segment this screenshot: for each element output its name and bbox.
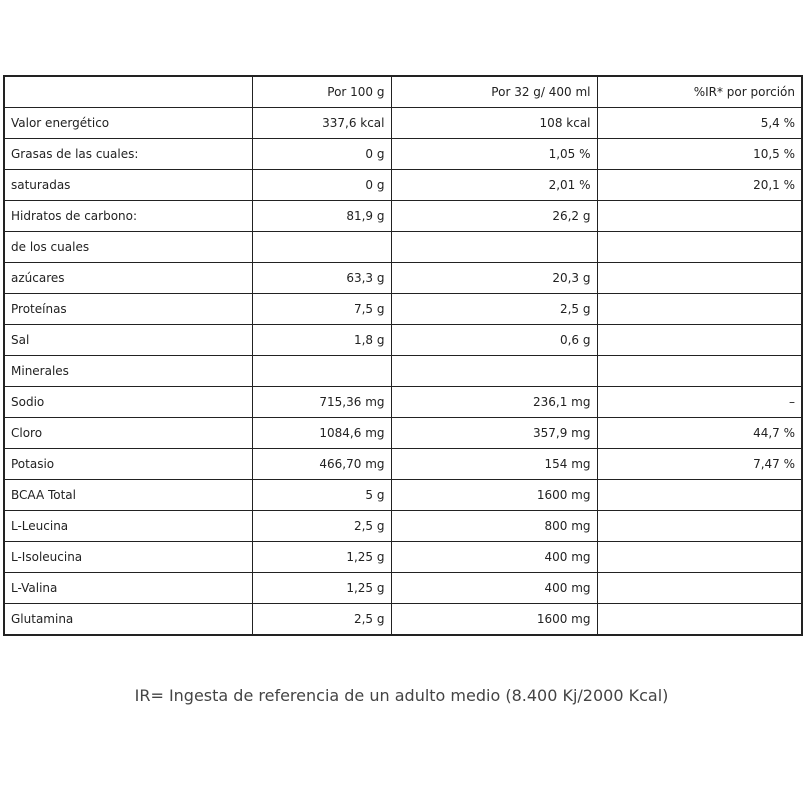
- per-100g-cell: 2,5 g: [252, 511, 391, 542]
- ir-percent-cell: [597, 294, 802, 325]
- nutrient-name-cell: Minerales: [4, 356, 252, 387]
- per-100g-cell: 2,5 g: [252, 604, 391, 636]
- table-row: [4, 449, 802, 480]
- per-portion-cell: 1600 mg: [391, 480, 597, 511]
- ir-percent-cell: 44,7 %: [597, 418, 802, 449]
- ir-percent-cell: 20,1 %: [597, 170, 802, 201]
- table-row: [4, 542, 802, 573]
- nutrient-name-cell: azúcares: [4, 263, 252, 294]
- per-portion-cell: 400 mg: [391, 542, 597, 573]
- per-100g-cell: 715,36 mg: [252, 387, 391, 418]
- per-100g-cell: 1,8 g: [252, 325, 391, 356]
- per-100g-cell: 63,3 g: [252, 263, 391, 294]
- ir-percent-cell: [597, 201, 802, 232]
- table-row: [4, 201, 802, 232]
- per-100g-cell: 1,25 g: [252, 573, 391, 604]
- table-row: [4, 170, 802, 201]
- table-row: [4, 108, 802, 139]
- table-row: [4, 480, 802, 511]
- per-portion-cell: 1600 mg: [391, 604, 597, 636]
- per-portion-cell: 2,01 %: [391, 170, 597, 201]
- per-100g-cell: 7,5 g: [252, 294, 391, 325]
- nutrient-name-cell: BCAA Total: [4, 480, 252, 511]
- table-row: [4, 604, 802, 636]
- ir-percent-cell: [597, 604, 802, 636]
- nutrient-name-cell: saturadas: [4, 170, 252, 201]
- per-portion-cell: 2,5 g: [391, 294, 597, 325]
- per-100g-cell: 1084,6 mg: [252, 418, 391, 449]
- table-row: [4, 418, 802, 449]
- per-portion-cell: [391, 356, 597, 387]
- nutrient-name-cell: Proteínas: [4, 294, 252, 325]
- ir-percent-cell: [597, 480, 802, 511]
- per-portion-cell: 236,1 mg: [391, 387, 597, 418]
- ir-percent-cell: [597, 263, 802, 294]
- table-row: [4, 387, 802, 418]
- per-portion-cell: 20,3 g: [391, 263, 597, 294]
- nutrition-table: [3, 75, 803, 636]
- header-cell-per-100g: Por 100 g: [252, 76, 391, 108]
- nutrition-table-container: [3, 75, 801, 636]
- per-portion-cell: 800 mg: [391, 511, 597, 542]
- nutrient-name-cell: Hidratos de carbono:: [4, 201, 252, 232]
- per-100g-cell: [252, 356, 391, 387]
- nutrient-name-cell: L-Leucina: [4, 511, 252, 542]
- nutrient-name-cell: Sal: [4, 325, 252, 356]
- per-portion-cell: 26,2 g: [391, 201, 597, 232]
- ir-percent-cell: [597, 325, 802, 356]
- per-100g-cell: 0 g: [252, 170, 391, 201]
- table-row: [4, 139, 802, 170]
- ir-percent-cell: [597, 511, 802, 542]
- per-portion-cell: 357,9 mg: [391, 418, 597, 449]
- table-row: [4, 294, 802, 325]
- per-portion-cell: 400 mg: [391, 573, 597, 604]
- per-portion-cell: 154 mg: [391, 449, 597, 480]
- per-100g-cell: 0 g: [252, 139, 391, 170]
- header-cell-per-portion: Por 32 g/ 400 ml: [391, 76, 597, 108]
- nutrient-name-cell: Cloro: [4, 418, 252, 449]
- table-row: [4, 511, 802, 542]
- ir-percent-cell: [597, 542, 802, 573]
- nutrient-name-cell: de los cuales: [4, 232, 252, 263]
- footnote: IR= Ingesta de referencia de un adulto medio (8.400 Kj/2000 Kcal): [134, 686, 669, 705]
- ir-percent-cell: 10,5 %: [597, 139, 802, 170]
- ir-percent-cell: [597, 573, 802, 604]
- per-100g-cell: [252, 232, 391, 263]
- nutrient-name-cell: L-Valina: [4, 573, 252, 604]
- table-row: [4, 356, 802, 387]
- table-row: [4, 325, 802, 356]
- per-100g-cell: 81,9 g: [252, 201, 391, 232]
- ir-percent-cell: 5,4 %: [597, 108, 802, 139]
- nutrient-name-cell: Valor energético: [4, 108, 252, 139]
- per-portion-cell: 108 kcal: [391, 108, 597, 139]
- nutrient-name-cell: L-Isoleucina: [4, 542, 252, 573]
- table-row: [4, 573, 802, 604]
- table-row: [4, 232, 802, 263]
- ir-percent-cell: 7,47 %: [597, 449, 802, 480]
- per-portion-cell: [391, 232, 597, 263]
- ir-percent-cell: –: [597, 387, 802, 418]
- per-100g-cell: 337,6 kcal: [252, 108, 391, 139]
- per-100g-cell: 1,25 g: [252, 542, 391, 573]
- table-header-row: [4, 76, 802, 108]
- per-100g-cell: 5 g: [252, 480, 391, 511]
- ir-percent-cell: [597, 232, 802, 263]
- nutrient-name-cell: Glutamina: [4, 604, 252, 636]
- per-portion-cell: 0,6 g: [391, 325, 597, 356]
- per-portion-cell: 1,05 %: [391, 139, 597, 170]
- nutrient-name-cell: Grasas de las cuales:: [4, 139, 252, 170]
- per-100g-cell: 466,70 mg: [252, 449, 391, 480]
- header-cell-nutrient: [4, 76, 252, 108]
- nutrient-name-cell: Potasio: [4, 449, 252, 480]
- header-cell-ir-percent: %IR* por porción: [597, 76, 802, 108]
- nutrient-name-cell: Sodio: [4, 387, 252, 418]
- ir-percent-cell: [597, 356, 802, 387]
- nutrition-table-body: [4, 76, 802, 635]
- table-row: [4, 263, 802, 294]
